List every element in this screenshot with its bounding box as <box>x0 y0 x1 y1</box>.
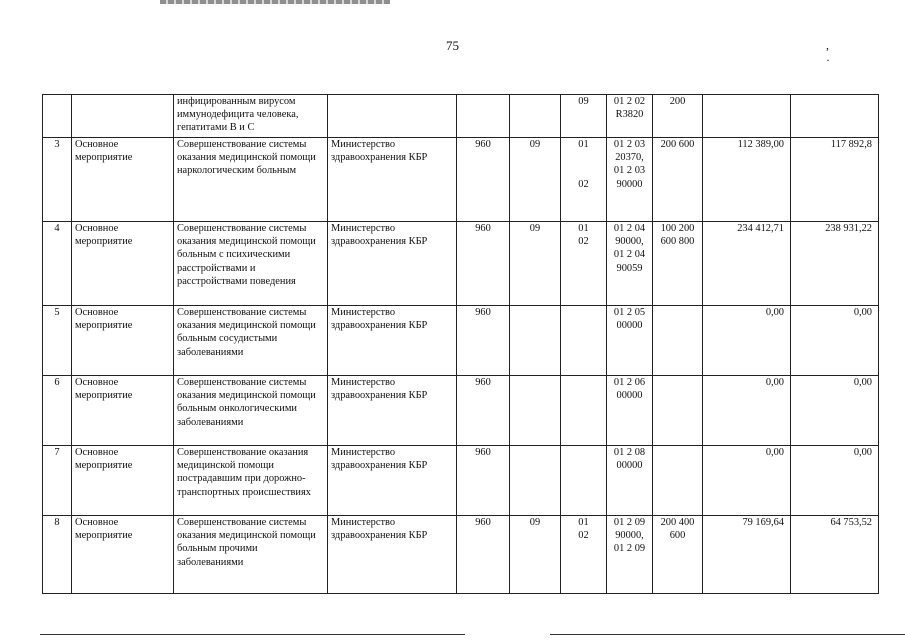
row-rz: 09 <box>510 222 561 306</box>
row-rz: 09 <box>510 138 561 222</box>
row-value-1: 234 412,71 <box>703 222 791 306</box>
row-grbs: 960 <box>457 222 510 306</box>
row-executor: Министерство здравоохранения КБР <box>328 446 457 516</box>
row-value-1: 79 169,64 <box>703 516 791 594</box>
row-number: 5 <box>43 306 72 376</box>
row-pr: 09 <box>561 95 607 138</box>
row-executor: Министерство здравоохранения КБР <box>328 138 457 222</box>
row-executor: Министерство здравоохранения КБР <box>328 516 457 594</box>
row-type: Основное мероприятие <box>72 138 174 222</box>
row-vr: 100 200 600 800 <box>653 222 703 306</box>
row-grbs: 960 <box>457 306 510 376</box>
row-pr: 01 02 <box>561 516 607 594</box>
row-csr: 01 2 09 90000, 01 2 09 <box>607 516 653 594</box>
row-csr: 01 2 02 R3820 <box>607 95 653 138</box>
row-value-2: 0,00 <box>791 306 879 376</box>
row-rz <box>510 95 561 138</box>
row-value-1: 112 389,00 <box>703 138 791 222</box>
row-vr <box>653 376 703 446</box>
row-csr: 01 2 03 20370, 01 2 03 90000 <box>607 138 653 222</box>
row-pr: 01 02 <box>561 138 607 222</box>
row-name: Совершенствование системы оказания медицинской помощи наркологическим больным <box>174 138 328 222</box>
row-value-2: 0,00 <box>791 376 879 446</box>
row-executor <box>328 95 457 138</box>
row-name: Совершенствование системы оказания медицинской помощи больным с психическими расстройствами и расстройствами поведения <box>174 222 328 306</box>
footer-rule-left <box>40 634 465 635</box>
row-type: Основное мероприятие <box>72 306 174 376</box>
row-number <box>43 95 72 138</box>
table-body <box>43 95 879 594</box>
table-row <box>43 138 879 222</box>
row-pr: 01 02 <box>561 222 607 306</box>
row-value-2: 238 931,22 <box>791 222 879 306</box>
page-marks: , · <box>826 38 868 67</box>
row-rz <box>510 376 561 446</box>
row-name: Совершенствование системы оказания медицинской помощи больным сосудистыми заболеваниями <box>174 306 328 376</box>
row-vr: 200 <box>653 95 703 138</box>
row-rz <box>510 306 561 376</box>
row-csr: 01 2 08 00000 <box>607 446 653 516</box>
row-name: Совершенствование оказания медицинской помощи пострадавшим при дорожно-транспортных происшествиях <box>174 446 328 516</box>
row-vr: 200 600 <box>653 138 703 222</box>
row-pr <box>561 376 607 446</box>
table-row <box>43 446 879 516</box>
row-value-2 <box>791 95 879 138</box>
row-value-1 <box>703 95 791 138</box>
row-pr <box>561 306 607 376</box>
budget-table <box>42 94 879 594</box>
row-rz: 09 <box>510 516 561 594</box>
row-type: Основное мероприятие <box>72 222 174 306</box>
footer-rule-right <box>550 634 905 635</box>
table-row <box>43 95 879 138</box>
row-value-1: 0,00 <box>703 376 791 446</box>
row-vr <box>653 306 703 376</box>
row-vr: 200 400 600 <box>653 516 703 594</box>
row-csr: 01 2 05 00000 <box>607 306 653 376</box>
row-name: инфицированным вирусом иммунодефицита человека, гепатитами В и С <box>174 95 328 138</box>
row-executor: Министерство здравоохранения КБР <box>328 306 457 376</box>
row-name: Совершенствование системы оказания медицинской помощи больным прочими заболеваниями <box>174 516 328 594</box>
row-executor: Министерство здравоохранения КБР <box>328 222 457 306</box>
row-value-2: 117 892,8 <box>791 138 879 222</box>
row-number: 3 <box>43 138 72 222</box>
row-value-2: 0,00 <box>791 446 879 516</box>
row-grbs: 960 <box>457 376 510 446</box>
row-grbs: 960 <box>457 446 510 516</box>
row-csr: 01 2 04 90000, 01 2 04 90059 <box>607 222 653 306</box>
row-number: 8 <box>43 516 72 594</box>
row-type <box>72 95 174 138</box>
row-value-2: 64 753,52 <box>791 516 879 594</box>
row-executor: Министерство здравоохранения КБР <box>328 376 457 446</box>
row-number: 4 <box>43 222 72 306</box>
row-value-1: 0,00 <box>703 446 791 516</box>
row-number: 7 <box>43 446 72 516</box>
table-row <box>43 306 879 376</box>
row-grbs <box>457 95 510 138</box>
table-row <box>43 516 879 594</box>
row-number: 6 <box>43 376 72 446</box>
row-grbs: 960 <box>457 516 510 594</box>
table-row <box>43 222 879 306</box>
row-type: Основное мероприятие <box>72 516 174 594</box>
row-rz <box>510 446 561 516</box>
page-number: 75 <box>446 38 459 53</box>
row-vr <box>653 446 703 516</box>
row-grbs: 960 <box>457 138 510 222</box>
row-type: Основное мероприятие <box>72 446 174 516</box>
row-csr: 01 2 06 00000 <box>607 376 653 446</box>
row-name: Совершенствование системы оказания медицинской помощи больным онкологическими заболеваниями <box>174 376 328 446</box>
row-type: Основное мероприятие <box>72 376 174 446</box>
scan-artifact <box>160 0 390 4</box>
row-value-1: 0,00 <box>703 306 791 376</box>
table-row <box>43 376 879 446</box>
row-pr <box>561 446 607 516</box>
